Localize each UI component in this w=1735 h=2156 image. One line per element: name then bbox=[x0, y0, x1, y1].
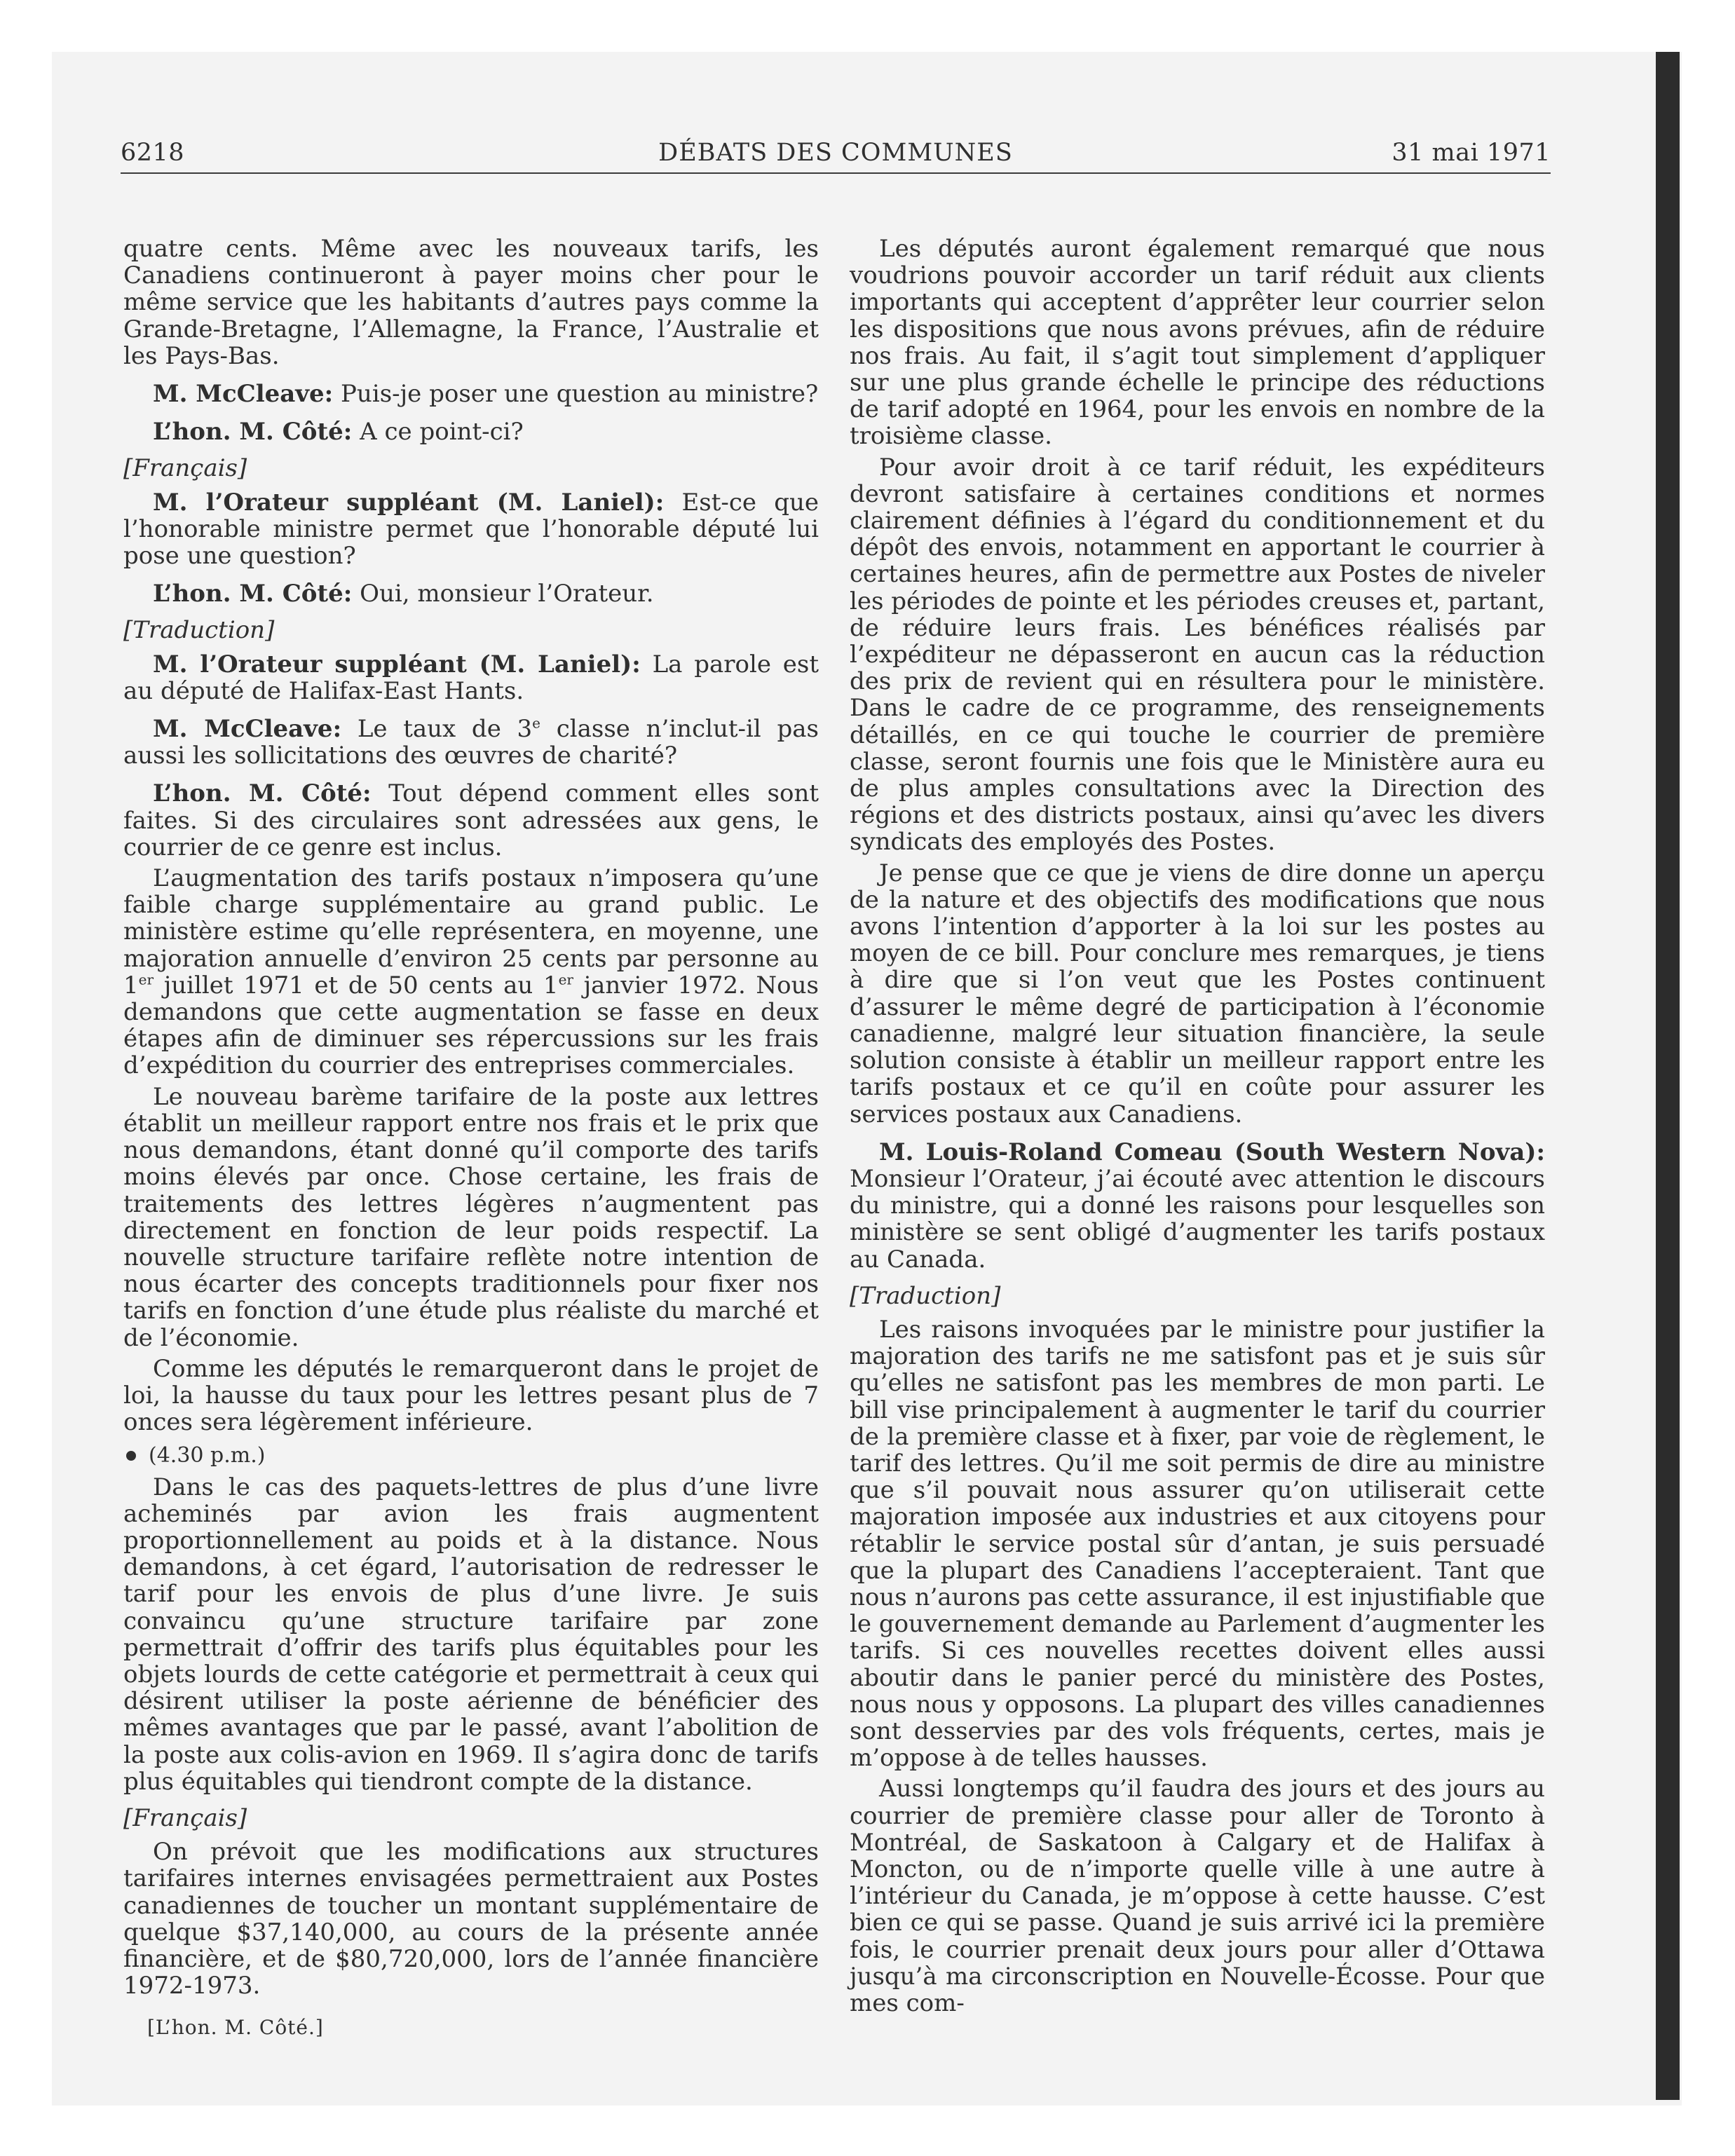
speaker: L’hon. M. Côté: bbox=[153, 418, 353, 446]
scan-edge bbox=[1656, 52, 1680, 2100]
speech: M. McCleave: Le taux de 3e classe n’inclut-il pas aussi les sollicitations des œuvres de charité? bbox=[123, 714, 819, 770]
paragraph: L’augmentation des tarifs postaux n’imposera qu’une faible charge supplémentaire au grand public. Le ministère estime qu’elle représentera, en moyenne, une majoration annuelle d’environ 25 cents par personne au 1er juillet 1971 et de 50 cents au 1er janvier 1972. Nous demandons que cette augmentation se fasse en deux étapes afin de diminuer ses répercussions sur les frais d’expédition du courrier des entreprises commerciales. bbox=[123, 864, 819, 1080]
paragraph: Je pense que ce que je viens de dire donne un aperçu de la nature et des objectifs des modifications que nous avons l’intention d’apporter à la loi sur les postes au moyen de ce bill. Pour conclure mes remarques, je tiens à dire que si l’on veut que les Postes continuent d’assurer le même degré de participation à l’économie canadienne, malgré leur situation financière, la seule solution consiste à établir un meilleur rapport entre les tarifs postaux et ce qu’il en coûte pour assurer les services postaux aux Canadiens. bbox=[850, 859, 1545, 1128]
speaker: M. McCleave: bbox=[153, 715, 342, 744]
speech: M. l’Orateur suppléant (M. Laniel): La parole est au député de Halifax-East Hants. bbox=[123, 650, 819, 705]
timestamp: (4.30 p.m.) bbox=[123, 1442, 819, 1469]
paragraph: Le nouveau barème tarifaire de la poste aux lettres établit un meilleur rapport entre nos frais et le prix que nous demandons, étant donné qu’il comporte des tarifs moins élevés par once. Chose certaine, les frais de traitements des lettres légères n’augmentent pas directement en fonction de leur poids respectif. La nouvelle structure tarifaire reflète notre intention de nous écarter des concepts traditionnels pour fixer nos tarifs en fonction d’une étude plus réaliste du marché et de l’économie. bbox=[123, 1082, 819, 1352]
paragraph: Comme les députés le remarqueront dans le projet de loi, la hausse du taux pour les lettres pesant plus de 7 onces sera légèrement inférieure. bbox=[123, 1354, 819, 1437]
page-number: 6218 bbox=[121, 139, 185, 167]
speech: M. McCleave: Puis-je poser une question au ministre? bbox=[153, 380, 819, 409]
paragraph: On prévoit que les modifications aux structures tarifaires internes envisagées permettraient aux Postes canadiennes de toucher un montant supplémentaire de quelque $37,140,000, au cours de la présente année financière, et de $80,720,000, lors de l’année financière 1972-1973. bbox=[123, 1838, 819, 2000]
header-rule bbox=[121, 172, 1551, 174]
speaker: M. l’Orateur suppléant (M. Laniel): bbox=[153, 650, 641, 678]
language-label: [Français] bbox=[123, 454, 247, 483]
speech: L’hon. M. Côté: Tout dépend comment elles sont faites. Si des circulaires sont adressées aux gens, le courrier de ce genre est inclus. bbox=[123, 779, 819, 861]
right-column bbox=[850, 236, 1545, 2021]
speech: M. Louis-Roland Comeau (South Western Nova): Monsieur l’Orateur, j’ai écouté avec attention le discours du ministre, qui a donné les raisons pour lesquelles son ministère se sent obligé d’augmenter les tarifs postaux au Canada. bbox=[850, 1138, 1545, 1274]
paragraph: Pour avoir droit à ce tarif réduit, les expéditeurs devront satisfaire à certaines conditions et normes clairement définies à l’égard du conditionnement et du dépôt des envois, notamment en apportant le courrier à certaines heures, afin de permettre aux Postes de niveler les périodes de pointe et les périodes creuses et, partant, de réduire leurs frais. Les bénéfices réalisés par l’expéditeur ne dépasseront en aucun cas la réduction des prix de revient qui en résultera pour le ministère. Dans le cadre de ce programme, des renseignements détaillés, en ce qui touche le courrier de première classe, seront fournis une fois que le Ministère aura eu de plus amples consultations avec la Direction des régions et des districts postaux, ainsi qu’avec les divers syndicats des employés des Postes. bbox=[850, 453, 1545, 857]
left-column bbox=[123, 236, 819, 2046]
speech: L’hon. M. Côté: A ce point-ci? bbox=[153, 418, 524, 446]
speech: M. l’Orateur suppléant (M. Laniel): Est-ce que l’honorable ministre permet que l’honorable député lui pose une question? bbox=[123, 488, 819, 571]
language-label: [Traduction] bbox=[850, 1281, 1001, 1310]
paragraph: Aussi longtemps qu’il faudra des jours et des jours au courrier de première classe pour aller de Toronto à Montréal, de Saskatoon à Calgary et de Halifax à Moncton, ou de n’importe quelle ville à une autre à l’intérieur du Canada, je m’oppose à cette hausse. C’est bien ce qui se passe. Quand je suis arrivé ici la première fois, le courrier prenait deux jours pour aller d’Ottawa jusqu’à ma circonscription en Nouvelle-Écosse. Pour que mes com- bbox=[850, 1775, 1545, 2017]
speaker: L’hon. M. Côté: bbox=[153, 580, 353, 608]
publication-title: DÉBATS DES COMMUNES bbox=[658, 139, 1013, 167]
bullet-icon bbox=[126, 1451, 136, 1461]
speaker: M. McCleave: bbox=[153, 380, 334, 409]
paragraph: Dans le cas des paquets-lettres de plus d’une livre acheminés par avion les frais augmentent proportionnellement au poids et à la distance. Nous demandons, à cet égard, l’autorisation de redresser le tarif pour les envois de plus d’une livre. Je suis convaincu qu’une structure tarifaire par zone permettrait d’offrir des tarifs plus équitables pour les objets lourds de cette catégorie et permettrait à ceux qui désirent utiliser la poste aérienne de bénéficier des mêmes avantages que par le passé, avant l’abolition de la poste aux colis-avion en 1969. Il s’agira donc de tarifs plus équitables qui tiendront compte de la distance. bbox=[123, 1473, 819, 1796]
language-label: [Traduction] bbox=[123, 616, 275, 645]
speech: L’hon. M. Côté: Oui, monsieur l’Orateur. bbox=[153, 580, 654, 608]
speaker: M. Louis-Roland Comeau (South Western Nova): bbox=[879, 1138, 1545, 1166]
paragraph: Les députés auront également remarqué que nous voudrions pouvoir accorder un tarif réduit aux clients importants qui acceptent d’apprêter leur courrier selon les dispositions que nous avons prévues, afin de réduire nos frais. Au fait, il s’agit tout simplement d’appliquer sur une plus grande échelle le principe des réductions de tarif adopté en 1964, pour les envois en nombre de la troisième classe. bbox=[850, 235, 1545, 451]
paragraph: Les raisons invoquées par le ministre pour justifier la majoration des tarifs ne me satisfont pas et je suis sûr qu’elles ne satisfont pas les membres de mon parti. Le bill vise principalement à augmenter le tarif du courrier de la première classe et à fixer, par voie de règlement, le tarif des lettres. Qu’il me soit permis de dire au ministre que s’il pouvait nous assurer qu’on utiliserait cette majoration imposée aux industries et aux citoyens pour rétablir le service postal sûr d’antan, je suis persuadé que la plupart des Canadiens l’accepteraient. Tant que nous n’aurons pas cette assurance, il est injustifiable que le gouvernement demande au Parlement d’augmenter les tarifs. Si ces nouvelles recettes doivent elles aussi aboutir dans le panier percé du ministère des Postes, nous nous y opposons. La plupart des villes canadiennes sont desservies par des vols fréquents, certes, mais je m’oppose à de telles hausses. bbox=[850, 1315, 1545, 1773]
speaker: M. l’Orateur suppléant (M. Laniel): bbox=[153, 488, 665, 517]
speaker-footnote: [L’hon. M. Côté.] bbox=[147, 2016, 324, 2040]
publication-date: 31 mai 1971 bbox=[1392, 139, 1551, 167]
paragraph: quatre cents. Même avec les nouveaux tarifs, les Canadiens continueront à payer moins cher pour le même service que les habitants d’autres pays comme la Grande-Bretagne, l’Allemagne, la France, l’Australie et les Pays-Bas. bbox=[123, 235, 819, 370]
speaker: L’hon. M. Côté: bbox=[153, 779, 372, 808]
page-header bbox=[121, 139, 1551, 172]
language-label: [Français] bbox=[123, 1803, 247, 1832]
